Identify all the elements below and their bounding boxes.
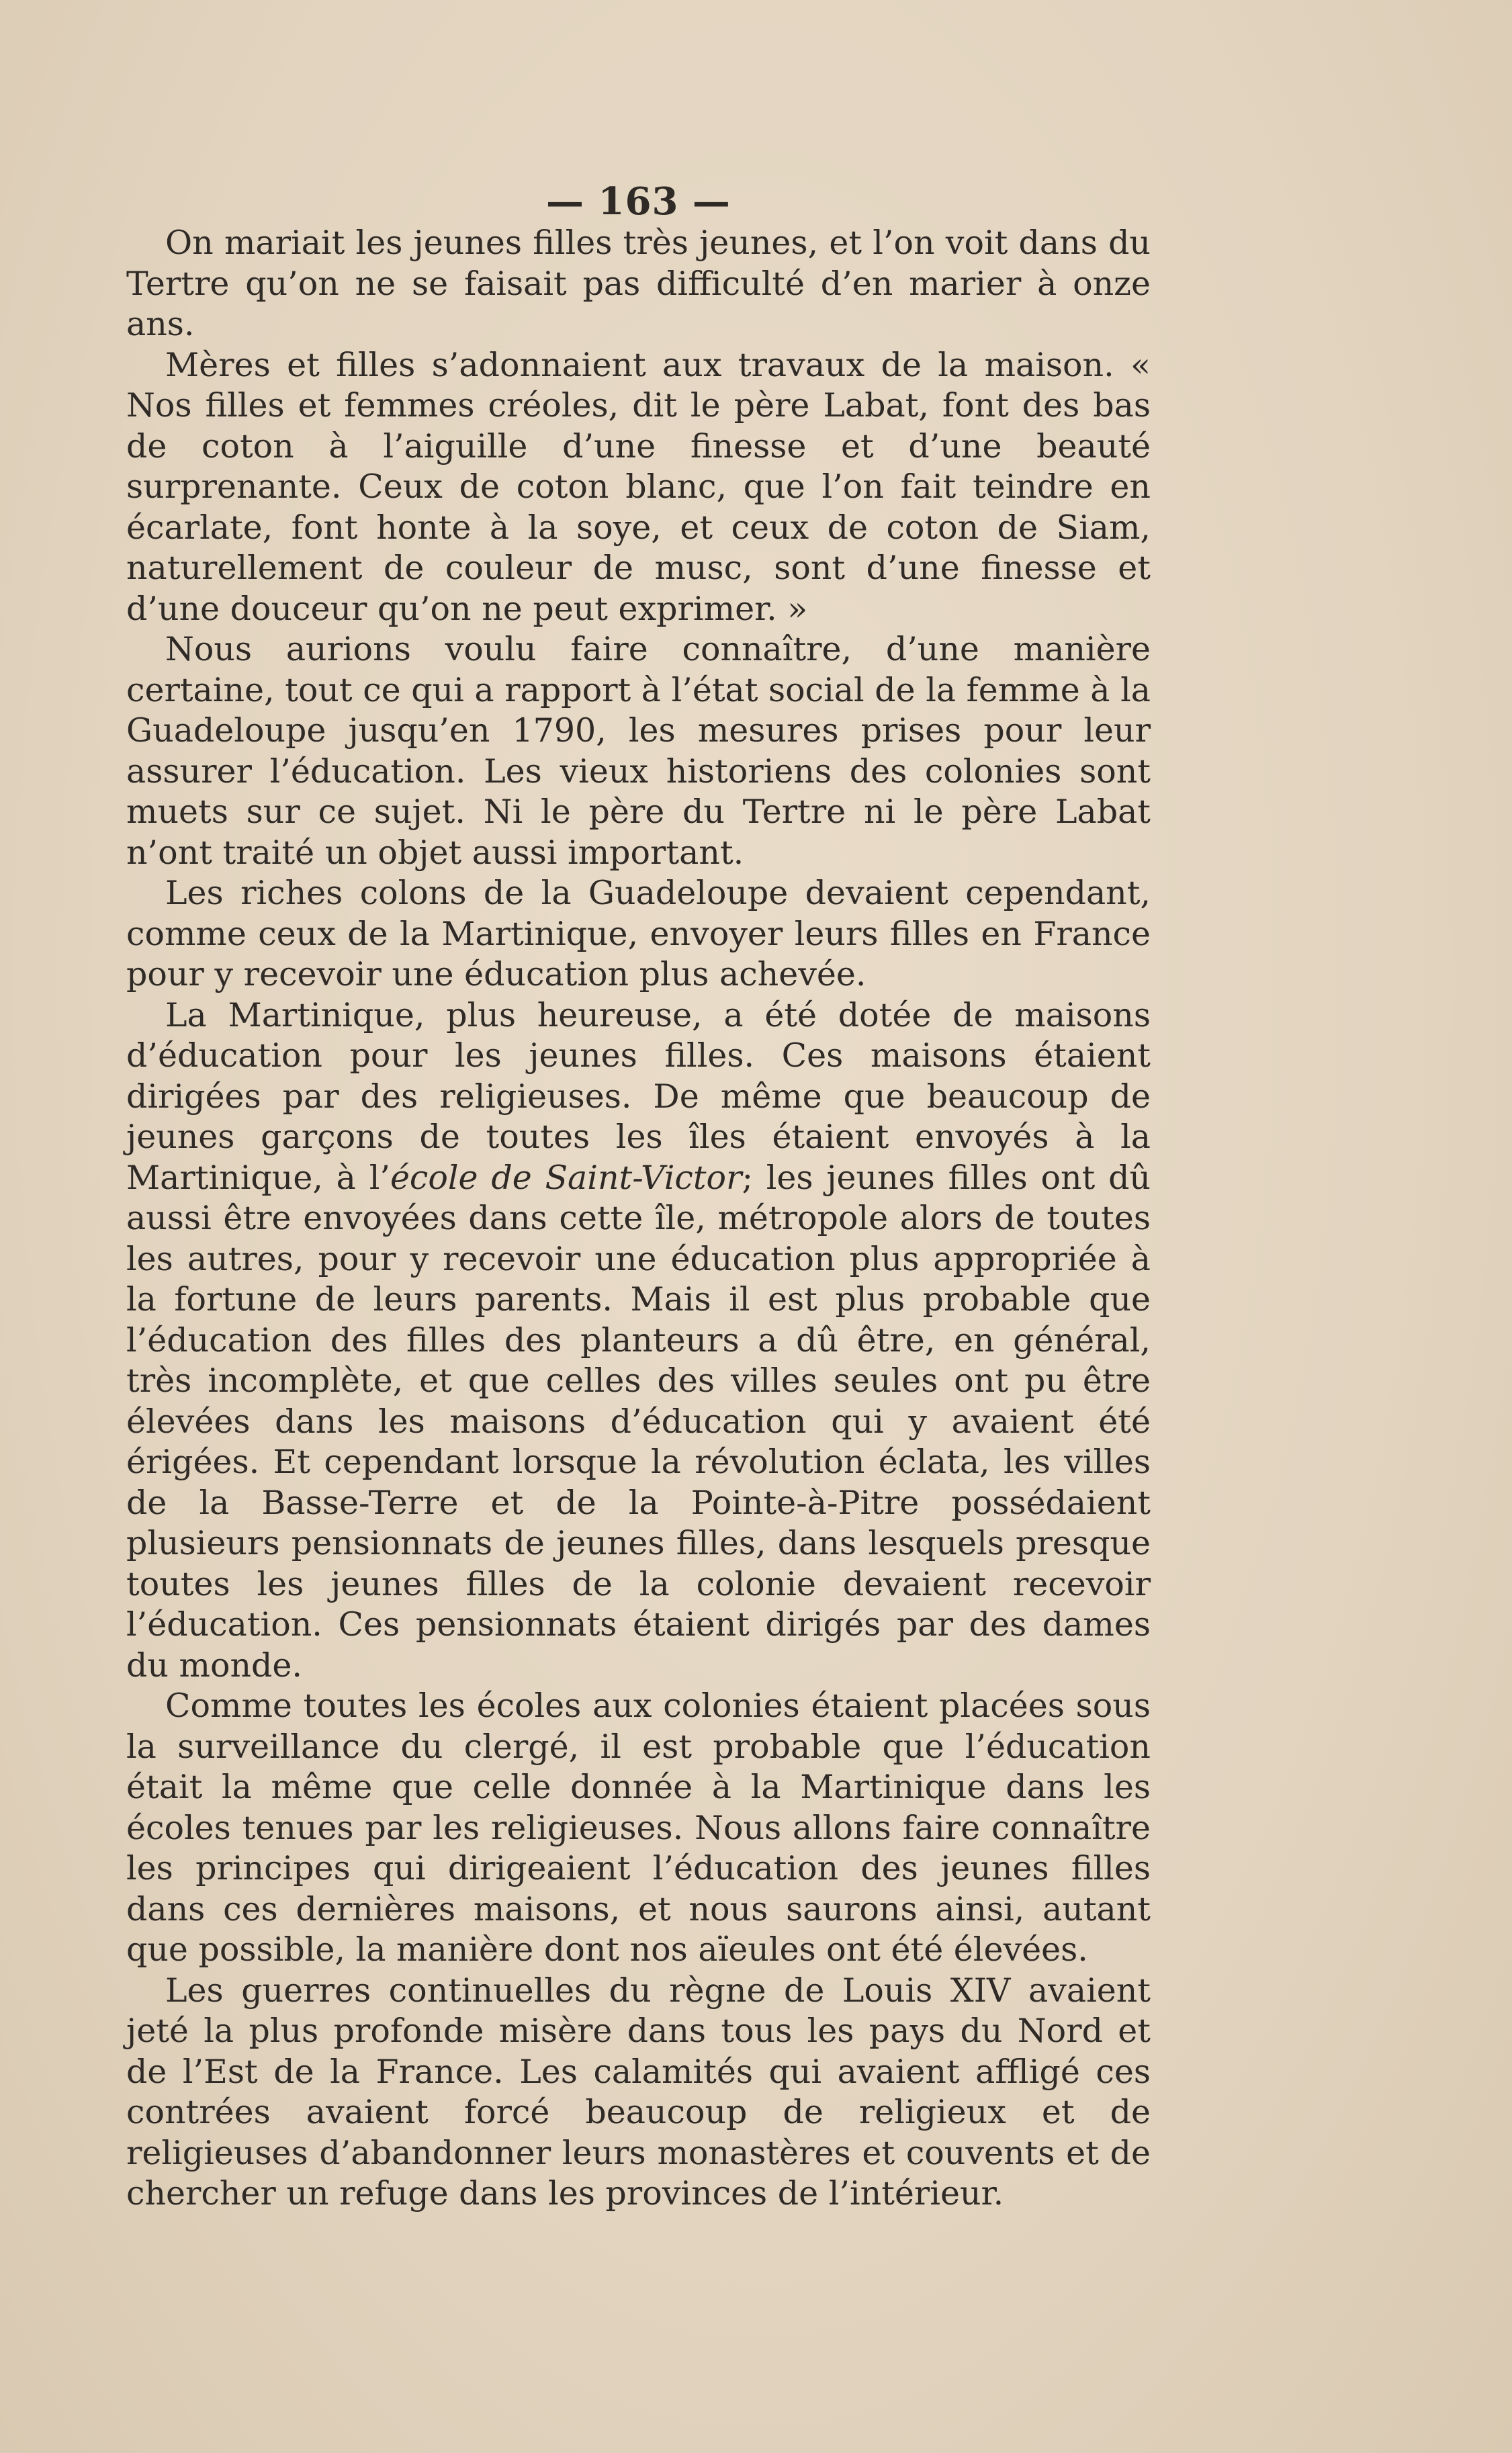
paragraph-6: Comme toutes les écoles aux colonies étaient placées sous la surveillance du clergé, il est probable que l’éducation était la même que celle donnée à la Martinique dans les écoles tenues par les religieuses. Nous allons faire connaître les principes qui dirigeaient l’éducation des jeunes filles dans ces dernières maisons, et nous saurons ainsi, autant que possible, la manière dont nos aïeules ont été élevées. xyxy=(126,1687,1151,1969)
paragraph-5-italic: école de Saint-Victor xyxy=(390,1158,742,1197)
paragraph-1: On mariait les jeunes filles très jeunes, et l’on voit dans du Tertre qu’on ne se faisait pas difficulté d’en marier à onze ans. xyxy=(126,224,1151,343)
paragraph-5-end: ; les jeunes filles ont dû aussi être envoyées dans cette île, métropole alors de toutes les autres, pour y recevoir une éducation plus appropriée à la fortune de leurs parents. Mais il est plus probable que l’éducation des filles des planteurs a dû être, en général, très incomplète, et que celles des villes seules ont pu être élevées dans les maisons d’éducation qui y avaient été érigées. Et cependant lorsque la révolution éclata, les villes de la Basse-Terre et de la Pointe-à-Pitre possédaient plusieurs pensionnats de jeunes filles, dans lesquels presque toutes les jeunes filles de la colonie devaient recevoir l’éducation. Ces pensionnats étaient dirigés par des dames du monde. xyxy=(126,1158,1151,1685)
paragraph-7: Les guerres continuelles du règne de Louis XIV avaient jeté la plus profonde misère dans tous les pays du Nord et de l’Est de la France. Les calamités qui avaient affligé ces contrées avaient forcé beaucoup de religieux et de religieuses d’abandonner leurs monastères et couvents et de chercher un refuge dans les provinces de l’intérieur. xyxy=(126,1971,1151,2213)
page-text-block xyxy=(126,181,1151,2215)
page-number: — 163 — xyxy=(546,179,731,224)
paragraph-5 xyxy=(126,995,1151,1687)
paragraph-5-start: La Martinique, plus heureuse, a été dotée de maisons d’éducation pour les jeunes filles. Ces maisons étaient dirigées par des religieuses. De même que beaucoup de jeunes garçons de toutes les îles étaient envoyés à la Martinique, à l’ xyxy=(126,995,1151,1197)
paragraph-2: Mères et filles s’adonnaient aux travaux de la maison. « Nos filles et femmes créoles, dit le père Labat, font des bas de coton à l’aiguille d’une finesse et d’une beauté surprenante. Ceux de coton blanc, que l’on fait teindre en écarlate, font honte à la soye, et ceux de coton de Siam, naturellement de couleur de musc, sont d’une finesse et d’une douceur qu’on ne peut exprimer. » xyxy=(126,345,1151,628)
paragraph-3: Nous aurions voulu faire connaître, d’une manière certaine, tout ce qui a rapport à l’état social de la femme à la Guadeloupe jusqu’en 1790, les mesures prises pour leur assurer l’éducation. Les vieux historiens des colonies sont muets sur ce sujet. Ni le père du Tertre ni le père Labat n’ont traité un objet aussi important. xyxy=(126,630,1151,872)
paragraph-4: Les riches colons de la Guadeloupe devaient cependant, comme ceux de la Martinique, envoyer leurs filles en France pour y recevoir une éducation plus achevée. xyxy=(126,874,1151,993)
